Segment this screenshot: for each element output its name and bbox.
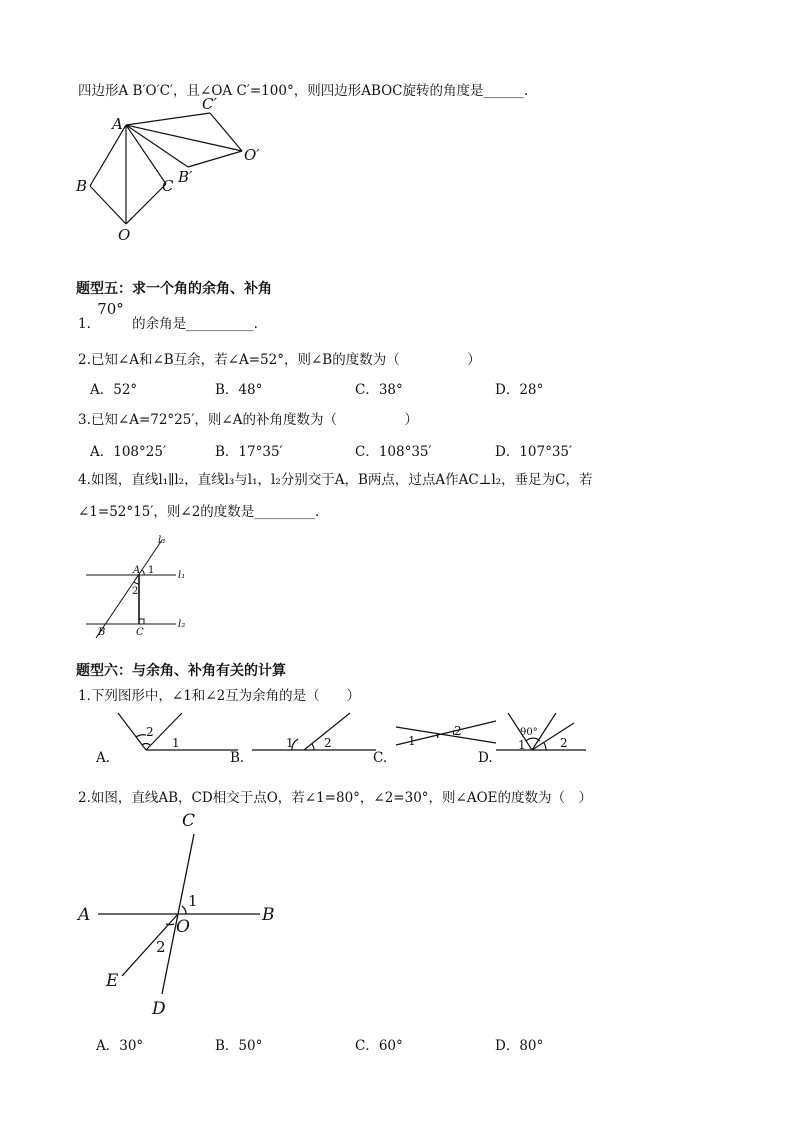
- label-A: A: [112, 115, 123, 133]
- rotation-figure: [70, 94, 270, 244]
- s5-q3-stem: 3.已知∠A=72°25′，则∠A的补角度数为（ ）: [78, 412, 418, 428]
- optA-angle-2: 2: [146, 725, 154, 739]
- label-C: C: [182, 811, 196, 831]
- optD-angle-90: 90°: [520, 727, 538, 738]
- optC-angle-2: 2: [454, 724, 462, 738]
- s5-q2-option-a[interactable]: A．52°: [90, 382, 138, 398]
- s5-q3-option-b[interactable]: B．17°35′: [215, 444, 283, 460]
- label-A: A: [78, 905, 91, 925]
- s5-q2-option-b[interactable]: B．48°: [215, 382, 263, 398]
- s5-q4-line1: 4.如图，直线l₁∥l₂，直线l₃与l₁，l₂分别交于A，B两点，过点A作AC⊥l₂，垂足为C，若: [78, 472, 593, 488]
- label-O: O: [176, 917, 190, 937]
- label-O: O: [118, 226, 131, 244]
- label-C-prime: C′: [202, 95, 217, 113]
- label-C: C: [162, 177, 174, 195]
- s6-q1-option-c[interactable]: C.: [373, 750, 388, 766]
- s6-q1-option-a[interactable]: A.: [96, 750, 111, 766]
- s6-q2-stem: 2.如图，直线AB，CD相交于点O，若∠1=80°，∠2=30°，则∠AOE的度数为（ ）: [78, 790, 593, 806]
- s5-q2-option-d[interactable]: D．28°: [495, 382, 544, 398]
- section5-title: 题型五：求一个角的余角、补角: [76, 281, 272, 297]
- label-O-prime: O′: [244, 146, 260, 164]
- label-angle-2: 2: [132, 586, 139, 597]
- s6-q1-option-d[interactable]: D.: [478, 750, 493, 766]
- label-l2: l₂: [178, 619, 186, 630]
- label-B: B: [262, 905, 275, 925]
- s6-q2-option-b[interactable]: B．50°: [215, 1038, 263, 1054]
- label-angle-1: 1: [148, 565, 155, 576]
- optA-angle-1: 1: [172, 736, 180, 750]
- label-D: D: [152, 999, 166, 1019]
- optD-angle-2: 2: [560, 736, 568, 750]
- s5-q4-line2: ∠1=52°15′，则∠2的度数是_________.: [78, 504, 320, 520]
- section6-title: 题型六：与余角、补角有关的计算: [76, 663, 286, 679]
- s5-q2-stem: 2.已知∠A和∠B互余，若∠A=52°，则∠B的度数为（ ）: [78, 352, 481, 368]
- s6-q2-option-c[interactable]: C．60°: [355, 1038, 403, 1054]
- label-angle-1: 1: [188, 892, 198, 910]
- s5-q1: [78, 300, 258, 332]
- s6-q2-option-d[interactable]: D．80°: [495, 1038, 544, 1054]
- optC-angle-1: 1: [408, 734, 416, 748]
- q2-figure: [70, 808, 300, 1030]
- question-text: 四边形A B′O′C′，且∠OA C′=100°，则四边形ABOC旋转的角度是______.: [78, 83, 529, 99]
- label-B: B: [98, 627, 106, 638]
- label-l3: l₃: [158, 535, 166, 546]
- s5-q2-option-c[interactable]: C．38°: [355, 382, 403, 398]
- q1-option-figures: [86, 705, 606, 767]
- s5-q3-option-c[interactable]: C．108°35′: [355, 444, 432, 460]
- label-A: A: [133, 565, 141, 576]
- optB-angle-1: 1: [286, 736, 294, 750]
- label-C: C: [136, 627, 144, 638]
- q1-prefix: 1.: [78, 316, 91, 332]
- q4-figure: [82, 532, 202, 640]
- s6-q2-option-a[interactable]: A．30°: [96, 1038, 144, 1054]
- s5-q3-option-d[interactable]: D．107°35′: [495, 444, 573, 460]
- s6-q1-option-b[interactable]: B.: [230, 750, 245, 766]
- label-angle-2: 2: [156, 938, 166, 956]
- label-l1: l₁: [178, 570, 186, 581]
- label-B-prime: B′: [178, 168, 193, 186]
- s5-q3-option-a[interactable]: A．108°25′: [90, 444, 167, 460]
- s6-q1-stem: 1.下列图形中，∠1和∠2互为余角的是（ ）: [78, 688, 361, 704]
- optD-angle-1: 1: [518, 738, 526, 752]
- q1-text: 的余角是__________.: [132, 316, 258, 332]
- optB-angle-2: 2: [324, 736, 332, 750]
- q1-angle: 70°: [97, 300, 124, 318]
- label-B: B: [76, 177, 88, 195]
- label-E: E: [106, 971, 119, 991]
